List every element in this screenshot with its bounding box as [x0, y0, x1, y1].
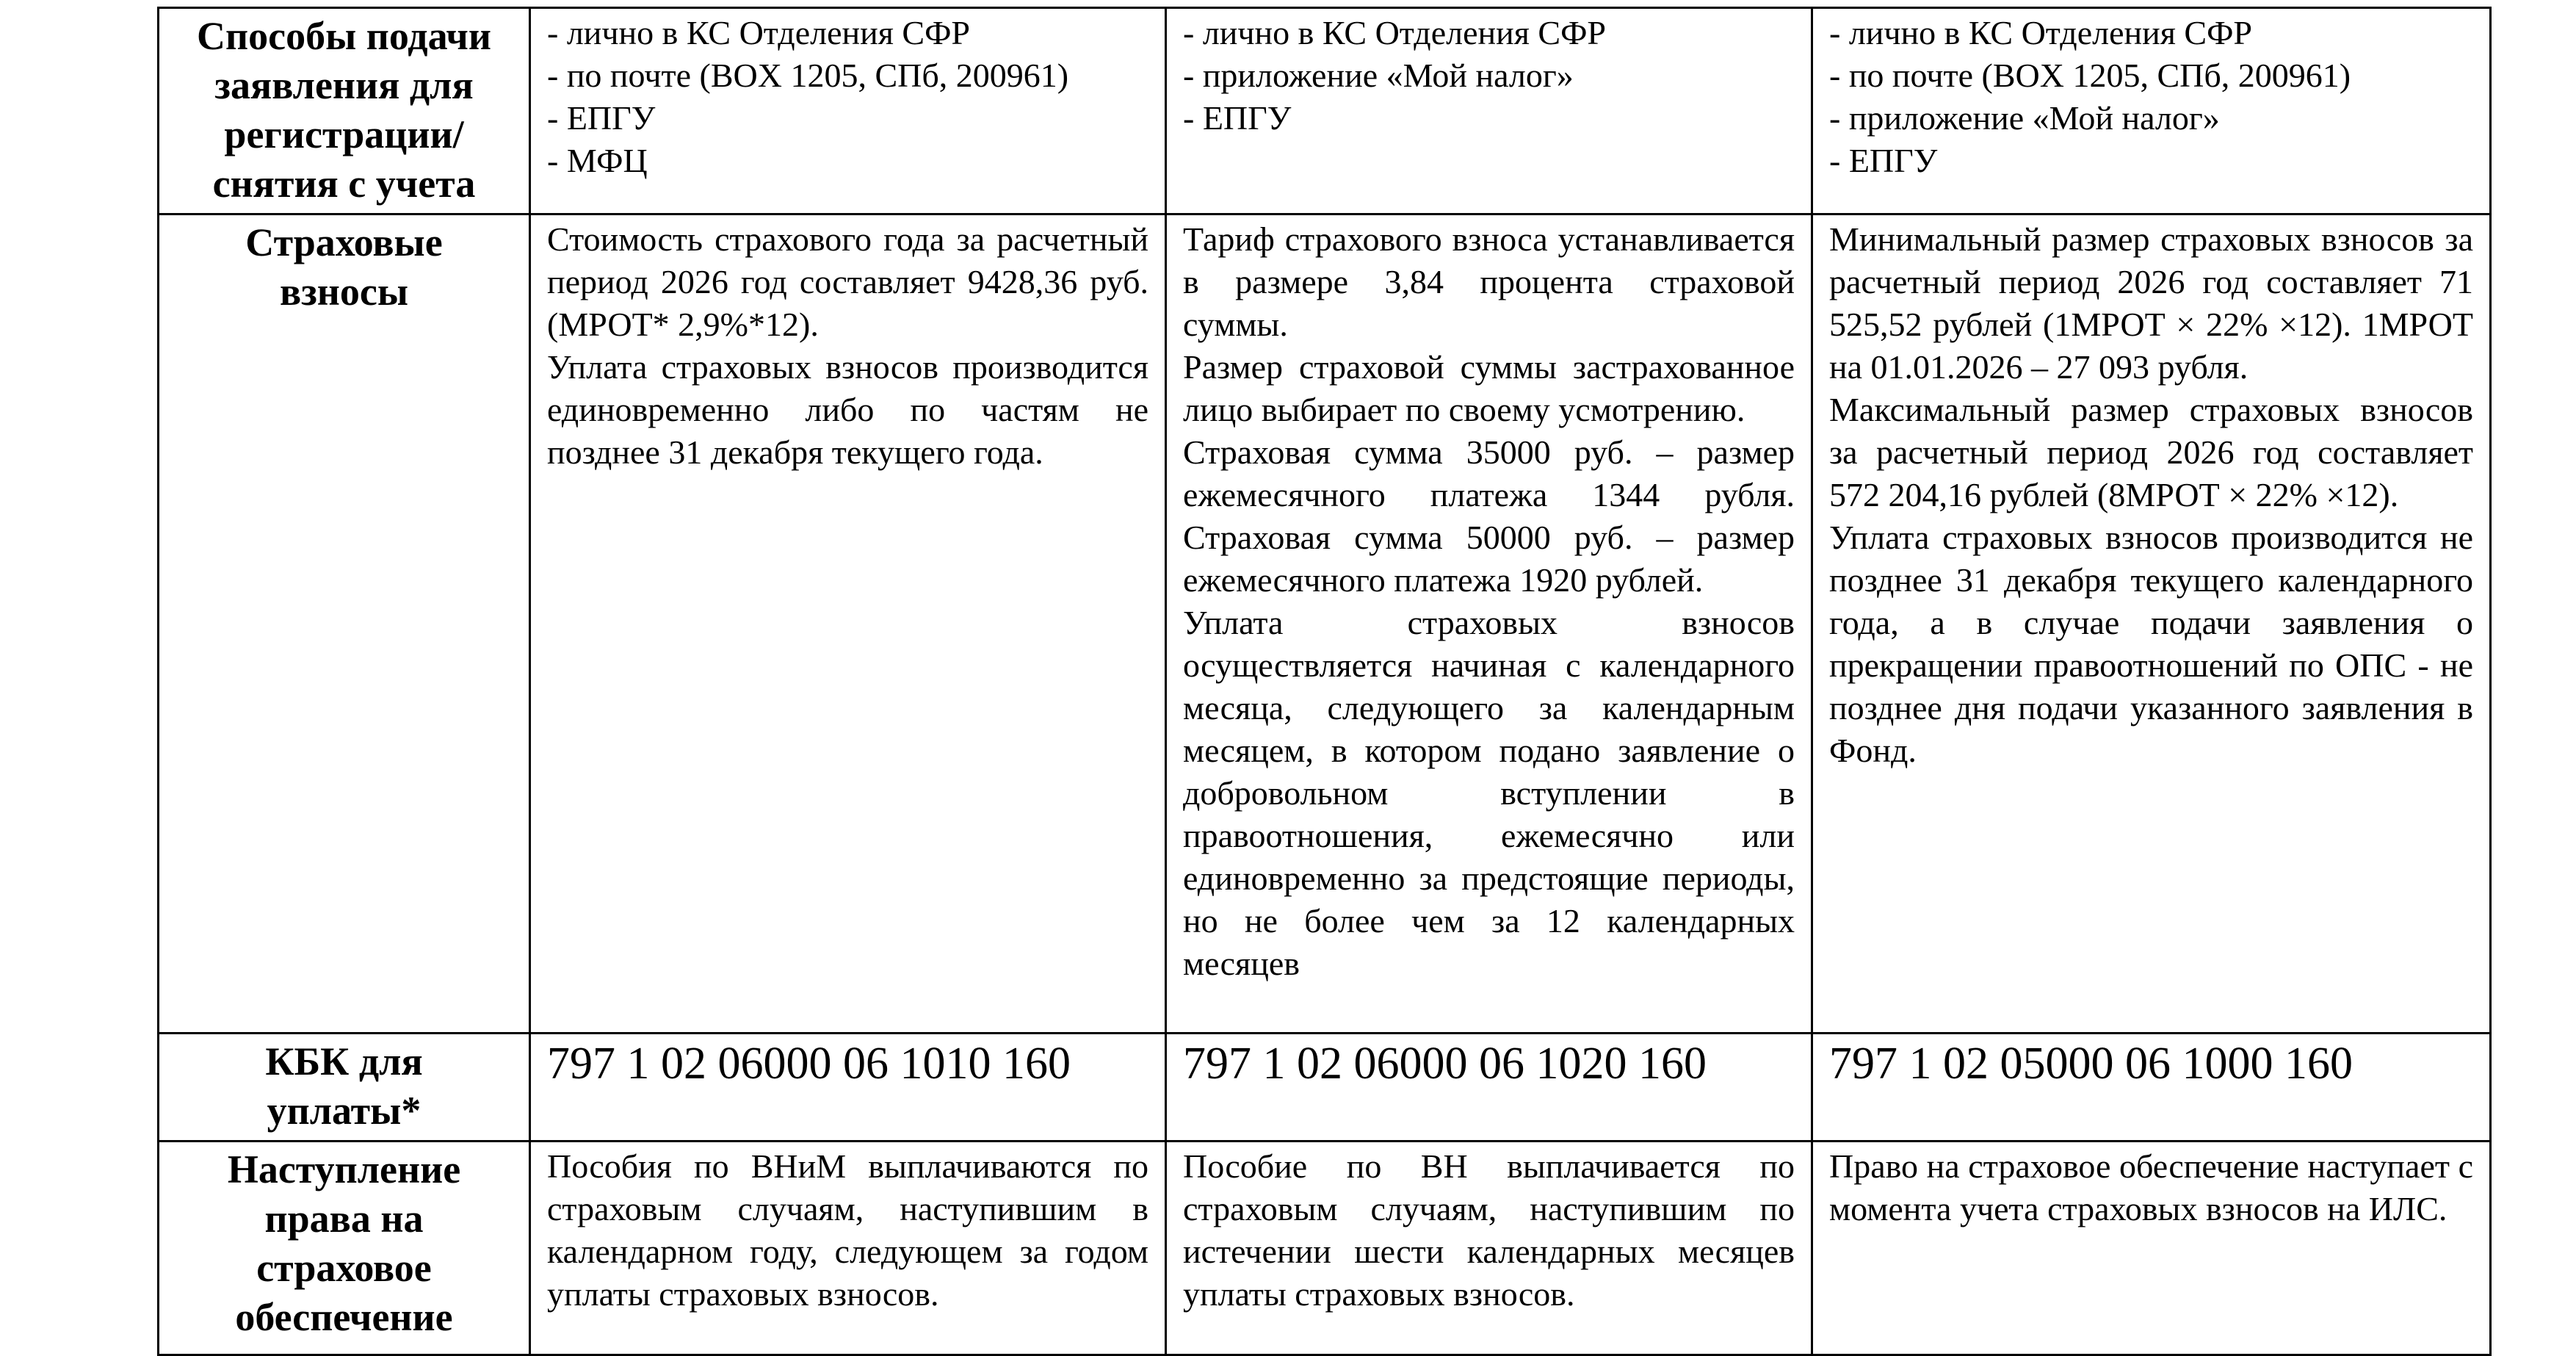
row-heading-insurance-contributions	[159, 214, 530, 1034]
paragraph: Размер страховой суммы застрахованное лицо выбирает по своему усмотрению.	[1183, 348, 1795, 428]
submission-methods-col1	[530, 8, 1166, 214]
submission-methods-col2	[1166, 8, 1812, 214]
heading-line: регистрации/	[224, 112, 464, 156]
submission-methods-col3	[1812, 8, 2491, 214]
paragraph: Минимальный размер страховых взносов за расчетный период 2026 год составляет 71 525,52 рублей (1МРОТ × 22% ×12). 1МРОТ на 01.01.2026 – 27 093 рубля.	[1829, 220, 2473, 386]
list-item: - ЕПГУ	[1829, 142, 1938, 179]
list-item: - лично в КС Отделения СФР	[1829, 14, 2252, 51]
heading-line: заявления для	[214, 63, 474, 107]
insurance-comparison-table	[157, 7, 2492, 1356]
paragraph: Стоимость страхового года за расчетный период 2026 год составляет 9428,36 руб. (МРОТ* 2,9%*12).	[547, 220, 1148, 343]
kbk-code-col2: 797 1 02 06000 06 1020 160	[1166, 1034, 1812, 1142]
contributions-col1	[530, 214, 1166, 1034]
paragraph: Тариф страхового взноса устанавливается в размере 3,84 процента страховой суммы.	[1183, 220, 1795, 343]
entitlement-col1	[530, 1142, 1166, 1355]
heading-line: Наступление	[227, 1147, 461, 1191]
list-item: - лично в КС Отделения СФР	[1183, 14, 1606, 51]
list-item: - по почте (BOX 1205, СПб, 200961)	[547, 57, 1069, 94]
heading-line: Страховые	[245, 220, 443, 264]
row-heading-entitlement	[159, 1142, 530, 1355]
paragraph: Пособие по ВН выплачивается по страховым случаям, наступившим по истечении шести календарных месяцев уплаты страховых взносов.	[1183, 1147, 1795, 1313]
heading-line: страховое	[256, 1246, 432, 1290]
contributions-col3	[1812, 214, 2491, 1034]
list-item: - лично в КС Отделения СФР	[547, 14, 970, 51]
paragraph: Уплата страховых взносов производится единовременно либо по частям не позднее 31 декабря текущего года.	[547, 348, 1148, 471]
kbk-code-col3: 797 1 02 05000 06 1000 160	[1812, 1034, 2491, 1142]
list-item: - ЕПГУ	[547, 99, 656, 137]
table-row-entitlement	[159, 1142, 2491, 1355]
heading-line: снятия с учета	[212, 162, 476, 206]
paragraph: Уплата страховых взносов осуществляется начиная с календарного месяца, следующего за календарным месяцем, в котором подано заявление о добровольном вступлении в правоотношения, ежемесячно или единовременно за предстоящие периоды, но не более чем за 12 календарных месяцев	[1183, 604, 1795, 982]
heading-line: права на	[264, 1197, 424, 1241]
list-item: - приложение «Мой налог»	[1829, 99, 2220, 137]
entitlement-col3	[1812, 1142, 2491, 1355]
list-item: - по почте (BOX 1205, СПб, 200961)	[1829, 57, 2351, 94]
entitlement-col2	[1166, 1142, 1812, 1355]
table-row-insurance-contributions	[159, 214, 2491, 1034]
heading-line: обеспечение	[235, 1295, 453, 1339]
table-row-submission-methods	[159, 8, 2491, 214]
kbk-code-col1: 797 1 02 06000 06 1010 160	[530, 1034, 1166, 1142]
paragraph: Право на страховое обеспечение наступает с момента учета страховых взносов на ИЛС.	[1829, 1147, 2473, 1227]
row-heading-kbk	[159, 1034, 530, 1142]
heading-line: Способы подачи	[196, 14, 492, 58]
paragraph: Страховая сумма 35000 руб. – размер ежемесячного платежа 1344 рубля. Страховая сумма 50000 руб. – размер ежемесячного платежа 1920 рублей.	[1183, 433, 1795, 599]
heading-line: уплаты*	[267, 1089, 422, 1133]
table-row-kbk	[159, 1034, 2491, 1142]
heading-line: взносы	[279, 270, 409, 314]
list-item: - ЕПГУ	[1183, 99, 1292, 137]
contributions-col2	[1166, 214, 1812, 1034]
paragraph: Пособия по ВНиМ выплачиваются по страховым случаям, наступившим в календарном году, следующем за годом уплаты страховых взносов.	[547, 1147, 1148, 1313]
paragraph: Максимальный размер страховых взносов за расчетный период 2026 год составляет 572 204,16 рублей (8МРОТ × 22% ×12).	[1829, 391, 2473, 513]
list-item: - приложение «Мой налог»	[1183, 57, 1574, 94]
heading-line: КБК для	[265, 1039, 423, 1083]
list-item: - МФЦ	[547, 142, 648, 179]
row-heading-submission-methods	[159, 8, 530, 214]
paragraph: Уплата страховых взносов производится не позднее 31 декабря текущего календарного года, а в случае подачи заявления о прекращении правоотношений по ОПС - не позднее дня подачи указанного заявления в Фонд.	[1829, 519, 2473, 769]
